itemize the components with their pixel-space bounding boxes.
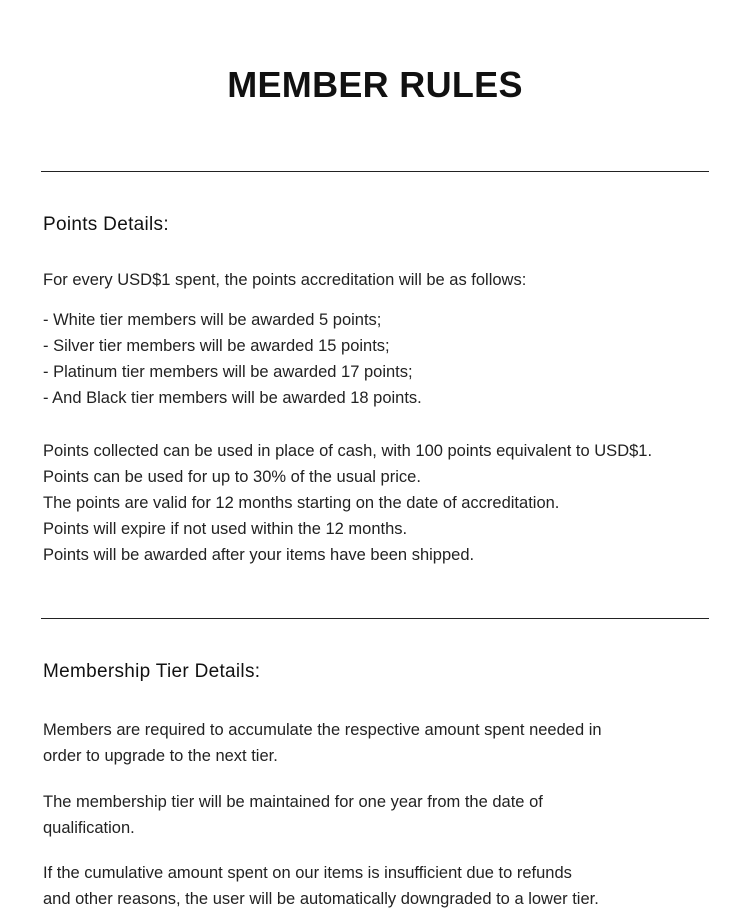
points-intro-text: For every USD$1 spent, the points accreditation will be as follows: xyxy=(43,271,527,289)
paragraph-line: The membership tier will be maintained for one year from the date of xyxy=(43,793,543,811)
usage-line: Points can be used for up to 30% of the usual price. xyxy=(43,468,421,486)
usage-line: Points will be awarded after your items have been shipped. xyxy=(43,546,475,564)
points-usage-text xyxy=(43,438,652,568)
paragraph-line: qualification. xyxy=(43,819,135,837)
divider xyxy=(41,618,709,619)
page-title: MEMBER RULES xyxy=(227,64,523,105)
list-item: - And Black tier members will be awarded 18 points. xyxy=(43,389,422,407)
tier-paragraph-maintenance xyxy=(43,789,683,841)
usage-line: Points will expire if not used within the 12 months. xyxy=(43,520,408,538)
points-details-heading: Points Details: xyxy=(43,214,169,235)
paragraph-line: Members are required to accumulate the respective amount spent needed in xyxy=(43,721,602,739)
list-item: - White tier members will be awarded 5 points; xyxy=(43,311,382,329)
list-item: - Silver tier members will be awarded 15 points; xyxy=(43,337,390,355)
paragraph-line: order to upgrade to the next tier. xyxy=(43,747,278,765)
list-item: - Platinum tier members will be awarded 17 points; xyxy=(43,363,413,381)
divider xyxy=(41,171,709,172)
tier-points-list xyxy=(43,307,422,411)
tier-paragraph-downgrade xyxy=(43,860,683,912)
paragraph-line: and other reasons, the user will be automatically downgraded to a lower tier. xyxy=(43,890,599,908)
usage-line: The points are valid for 12 months starting on the date of accreditation. xyxy=(43,494,560,512)
membership-tier-heading: Membership Tier Details: xyxy=(43,661,261,682)
paragraph-line: If the cumulative amount spent on our items is insufficient due to refunds xyxy=(43,864,572,882)
usage-line: Points collected can be used in place of cash, with 100 points equivalent to USD$1. xyxy=(43,442,653,460)
tier-paragraph-upgrade xyxy=(43,717,683,769)
